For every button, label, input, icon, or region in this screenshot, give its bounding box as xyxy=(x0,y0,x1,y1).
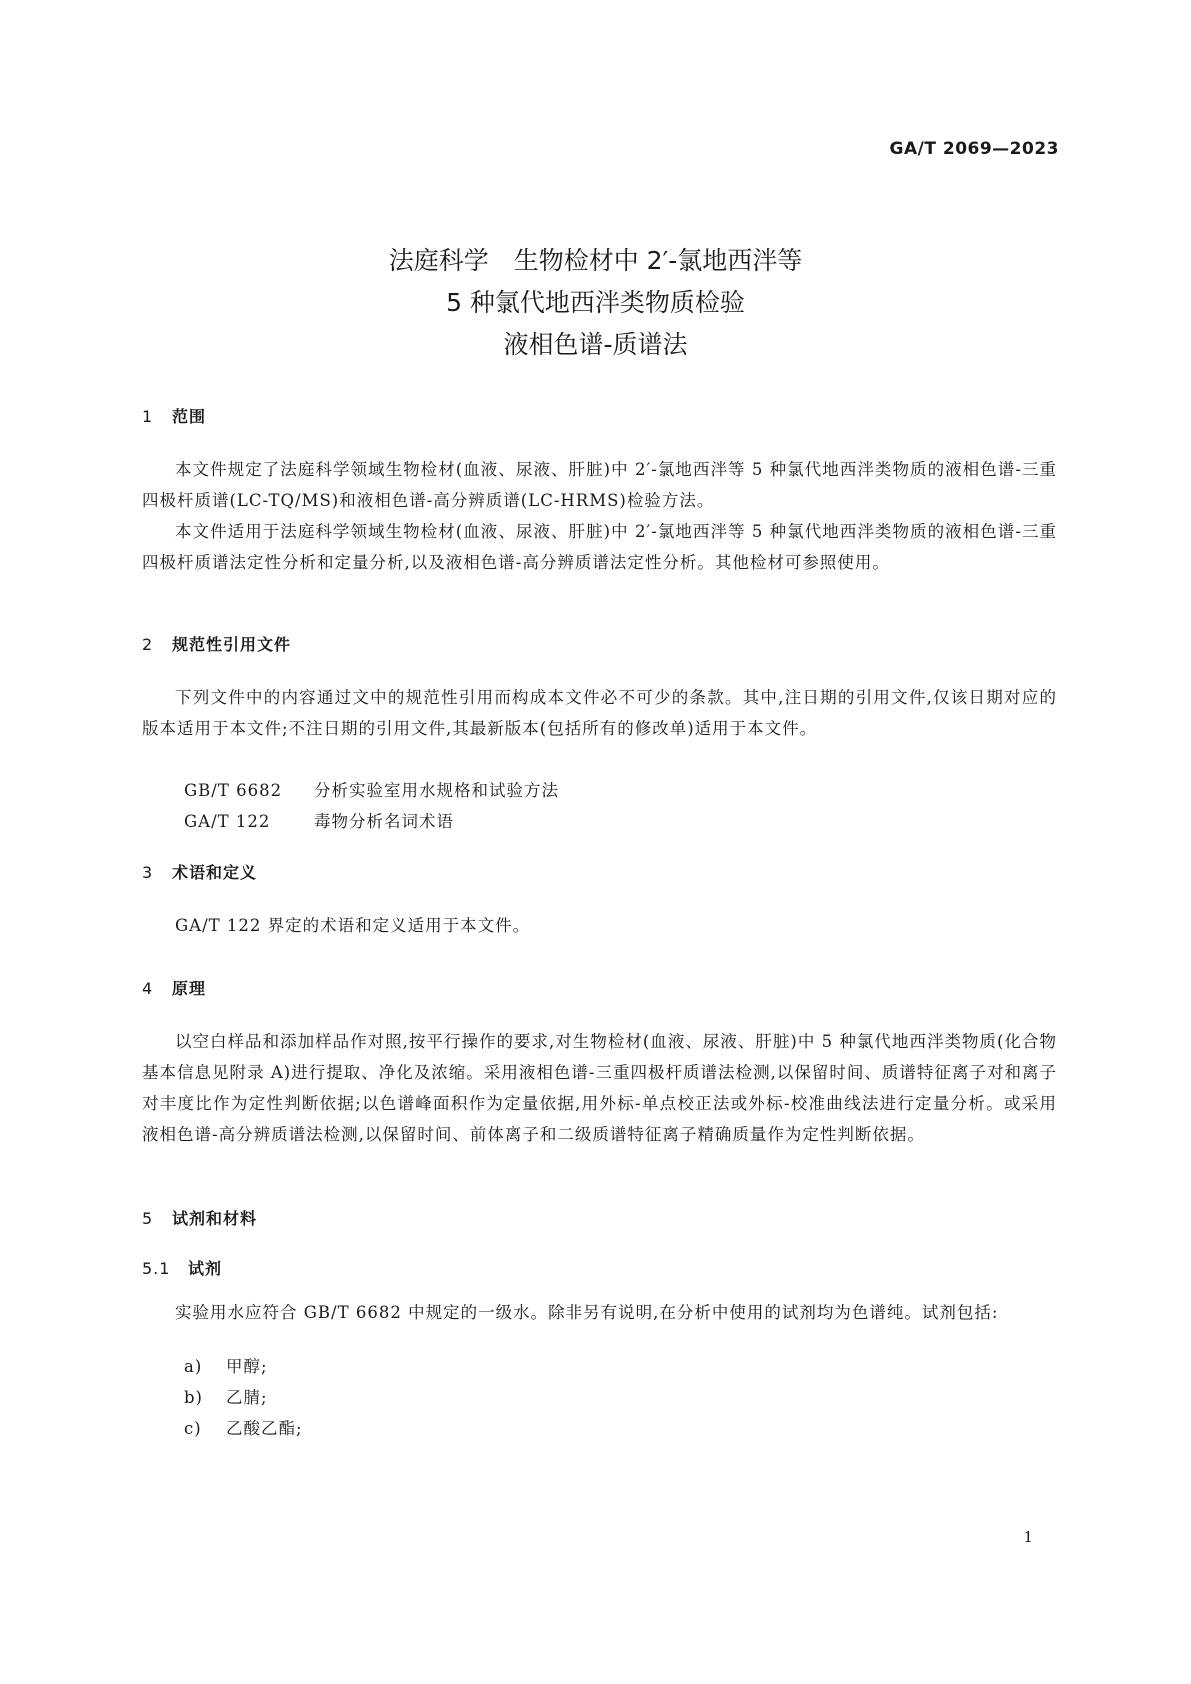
title-line-2: 5 种氯代地西泮类物质检验 xyxy=(446,288,745,317)
list-item xyxy=(184,1382,268,1413)
subsection-number: 5.1 xyxy=(142,1259,171,1278)
section-4-paragraph-1: 以空白样品和添加样品作对照,按平行操作的要求,对生物检材(血液、尿液、肝脏)中 5 种氯代地西泮类物质(化合物基本信息见附录 A)进行提取、净化及浓缩。采用液相色谱-三重四极杆质谱法检测,以保留时间、质谱特征离子对和离子对丰度比作为定性判断依据;以色谱峰面积作为定量依据,用外标-单点校正法或外标-校准曲线法进行定量分析。或采用液相色谱-高分辨质谱法检测,以保留时间、前体离子和二级质谱特征离子精确质量作为定性判断依据。 xyxy=(142,1032,1057,1144)
list-text: 甲醇; xyxy=(226,1357,268,1376)
subsection-title: 试剂 xyxy=(188,1259,223,1278)
section-4-heading xyxy=(142,976,206,999)
reference-code: GA/T 122 xyxy=(184,812,271,831)
section-title: 原理 xyxy=(172,979,207,998)
list-text: 乙酸乙酯; xyxy=(226,1419,303,1438)
section-number: 1 xyxy=(142,407,154,426)
section-1-paragraph-2: 本文件适用于法庭科学领域生物检材(血液、尿液、肝脏)中 2′-氯地西泮等 5 种氯代地西泮类物质的液相色谱-三重四极杆质谱法定性分析和定量分析,以及液相色谱-高分辨质谱法定性分析。其他检材可参照使用。 xyxy=(142,522,1057,572)
section-5-heading xyxy=(142,1206,257,1229)
reference-code: GB/T 6682 xyxy=(184,781,283,800)
section-2-paragraph-1: 下列文件中的内容通过文中的规范性引用而构成本文件必不可少的条款。其中,注日期的引用文件,仅该日期对应的版本适用于本文件;不注日期的引用文件,其最新版本(包括所有的修改单)适用于本文件。 xyxy=(142,688,1057,738)
section-2-heading xyxy=(142,632,291,655)
section-3-heading xyxy=(142,860,257,883)
section-number: 2 xyxy=(142,635,154,654)
section-title: 规范性引用文件 xyxy=(172,635,292,654)
section-5-1-paragraph-1: 实验用水应符合 GB/T 6682 中规定的一级水。除非另有说明,在分析中使用的试剂均为色谱纯。试剂包括: xyxy=(175,1303,999,1322)
section-1-paragraph-1: 本文件规定了法庭科学领域生物检材(血液、尿液、肝脏)中 2′-氯地西泮等 5 种氯代地西泮类物质的液相色谱-三重四极杆质谱(LC-TQ/MS)和液相色谱-高分辨质谱(LC-HRMS)检验方法。 xyxy=(142,460,1057,510)
title-line-3: 液相色谱-质谱法 xyxy=(503,330,688,359)
title-line-1: 法庭科学 生物检材中 2′-氯地西泮等 xyxy=(388,246,803,275)
section-3-paragraph-1: GA/T 122 界定的术语和定义适用于本文件。 xyxy=(175,916,531,935)
section-number: 5 xyxy=(142,1209,154,1228)
normative-reference xyxy=(184,775,559,806)
reference-title: 分析实验室用水规格和试验方法 xyxy=(314,781,559,800)
normative-reference xyxy=(184,806,454,837)
list-marker: a) xyxy=(184,1357,203,1376)
section-number: 3 xyxy=(142,863,154,882)
list-item xyxy=(184,1351,268,1382)
section-title: 术语和定义 xyxy=(172,863,258,882)
section-title: 试剂和材料 xyxy=(172,1209,258,1228)
section-title: 范围 xyxy=(172,407,207,426)
section-5-1-heading xyxy=(142,1256,222,1279)
section-number: 4 xyxy=(142,979,154,998)
reference-title: 毒物分析名词术语 xyxy=(314,812,454,831)
page-number: 1 xyxy=(1023,1528,1033,1546)
list-marker: c) xyxy=(184,1419,202,1438)
section-1-heading xyxy=(142,404,206,427)
document-title xyxy=(0,240,1191,366)
standard-number: GA/T 2069—2023 xyxy=(889,139,1059,159)
list-marker: b) xyxy=(184,1388,203,1407)
list-text: 乙腈; xyxy=(226,1388,268,1407)
list-item xyxy=(184,1413,303,1444)
